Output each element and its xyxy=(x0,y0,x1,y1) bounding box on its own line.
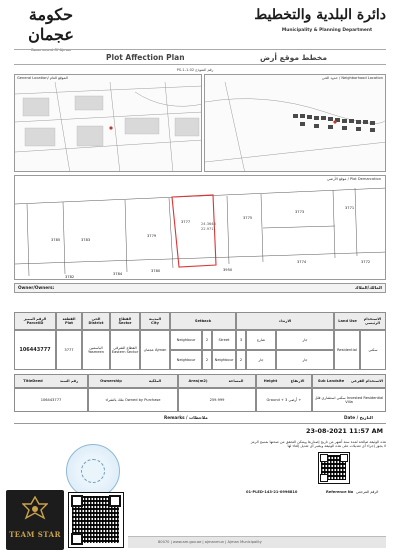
cell-sublandsite: سكني استثماري فلل Invested Residential Villa xyxy=(312,388,386,412)
header-landuse xyxy=(334,312,386,330)
plot-label-3785: 3785 xyxy=(51,238,61,242)
header-plot xyxy=(56,312,82,330)
government-logo-arabic: حكومة عجمان xyxy=(28,5,74,44)
header-setback-ar xyxy=(236,312,334,330)
header-sector-en: Sector xyxy=(118,321,132,325)
setback-r2-ar2: جار xyxy=(276,350,334,370)
cell-landuse-ar: سكني xyxy=(360,330,386,370)
header-district-ar: الحي xyxy=(91,316,101,321)
setback-r2-neighbor: Neighbour xyxy=(170,350,202,370)
title-arabic: مخطط موقع أرض xyxy=(260,53,327,62)
header-area xyxy=(178,374,256,388)
setback-r2-neighbor-val: 2 xyxy=(202,350,212,370)
header-setback-en: Setback xyxy=(194,318,212,323)
setback-r1-neighbor: Neighbour xyxy=(170,330,202,350)
header-sublandsite xyxy=(312,374,386,388)
plot-label-3777: 3777 xyxy=(181,220,191,224)
cell-height: Ground + 3 أرضي + xyxy=(256,388,312,412)
setback-r1-ar1: شارع xyxy=(246,330,276,350)
header-height xyxy=(256,374,312,388)
government-logo-english: Government Of Ajman xyxy=(30,48,72,52)
plot-label-3782: 3784 xyxy=(113,272,123,276)
header-city xyxy=(140,312,170,330)
municipality-logo xyxy=(254,5,386,41)
header-sublandsite-en: Sub Landsite xyxy=(317,378,345,383)
verification-qr-code[interactable] xyxy=(318,452,350,484)
header-ownership xyxy=(88,374,178,388)
general-location-map xyxy=(14,74,202,172)
header-ownership-ar: الملكية xyxy=(148,378,162,383)
header-district-en: District xyxy=(88,321,104,325)
header-landuse-en: Land Use xyxy=(338,318,357,323)
secondary-qr-code[interactable] xyxy=(68,492,124,548)
stamp-inner-ring xyxy=(81,459,105,483)
plot-label-3950: 3950 xyxy=(223,268,233,272)
plot-table xyxy=(14,312,386,370)
header-city-ar: المدينة xyxy=(148,316,162,321)
owner-label-ar: المالك/الملاك xyxy=(354,285,382,290)
cell-landuse-en: Residential xyxy=(334,330,360,370)
qr-finder-tr xyxy=(340,454,348,462)
reference-label-en: Reference No xyxy=(326,490,354,494)
setback-r2-street-val: 2 xyxy=(236,350,246,370)
cell-district: الياسمين Yasmeen xyxy=(82,330,110,370)
cell-ownership: ملك بالشراء Owned by Purchase xyxy=(88,388,178,412)
header-parcelid xyxy=(14,312,56,330)
plot-code: رقم النموذج PS-1-1-02 xyxy=(176,68,214,72)
header-plot-ar: القطعة xyxy=(62,316,76,321)
header-setback-ar-text: الارتداد xyxy=(278,318,292,323)
header-height-ar: الارتفاع xyxy=(290,378,305,383)
plot-demarcation-label: Plot Demarcation / موقع الأرضي xyxy=(327,177,381,181)
footer-contact: 80070 | www.am.gov.ae | ajmanmun | Ajman Municipality xyxy=(158,540,262,544)
reference-line xyxy=(150,490,386,498)
plot-label-3775: 3775 xyxy=(243,216,253,220)
team-star-watermark xyxy=(6,490,64,550)
header-titledeed xyxy=(14,374,88,388)
dimension-2: 22.9711 xyxy=(201,227,216,231)
owner-row xyxy=(14,283,386,293)
plot-demarcation-map xyxy=(14,175,386,280)
header-parcelid-ar: الرقم المميز xyxy=(23,316,47,321)
cell-plot: 3777 xyxy=(56,330,82,370)
header-area-ar: المساحة xyxy=(228,378,244,383)
neighborhood-location-drawing xyxy=(205,82,386,172)
header-titledeed-ar: رقم السند xyxy=(59,378,79,383)
header-landuse-ar: الاستخدام الرئيسي xyxy=(363,316,382,325)
qr-large-finder-bl xyxy=(71,533,83,545)
remarks-divider xyxy=(14,423,386,424)
municipality-logo-english: Municipality & Planning Department xyxy=(281,28,373,33)
general-location-drawing xyxy=(15,82,202,172)
title-bar xyxy=(14,49,386,65)
qr-finder-tl xyxy=(320,454,328,462)
qr-large-finder-tl xyxy=(71,495,83,507)
footer-bar xyxy=(128,536,386,548)
header-sublandsite-ar: الاستخدام الفرعي xyxy=(350,378,384,383)
plot-label-3784: 3782 xyxy=(65,275,75,279)
header-setback xyxy=(170,312,236,330)
cell-parcelid: 106443777 xyxy=(14,330,56,370)
plot-label-3780: 3780 xyxy=(151,269,161,273)
note-1: هذه الوثيقة صالحة لمدة ستة أشهر من تاريخ إصدارها ويمكن التحقق من صحتها بمسح الرمز xyxy=(250,440,386,444)
remarks-section xyxy=(14,415,386,439)
cell-area: 259.999 xyxy=(178,388,256,412)
star-icon xyxy=(22,496,48,526)
header-area-en: Area(m2) xyxy=(188,378,208,383)
government-logo xyxy=(16,5,86,52)
header-sector-ar: القطاع xyxy=(118,316,132,321)
qr-large-finder-tr xyxy=(109,495,121,507)
header-district xyxy=(82,312,110,330)
note-2: لا يجوز إجراء أي تعديلات على هذه الوثيقة ويعتبر أي تعديل إلغاء لها xyxy=(287,444,386,449)
date-value: 23-08-2021 11:57 AM xyxy=(306,427,383,435)
setback-r1-street-val: 3 xyxy=(236,330,246,350)
team-star-text: TEAM STAR xyxy=(9,530,61,539)
official-stamp xyxy=(66,444,120,498)
municipality-logo-arabic: دائرة البلدية والتخطيط xyxy=(254,7,386,23)
header-sector xyxy=(110,312,140,330)
setback-r1-street: Street xyxy=(212,330,236,350)
title-english: Plot Affection Plan xyxy=(106,53,185,62)
dimension-1: 24.3648 xyxy=(201,222,216,226)
plot-label-3779: 3779 xyxy=(147,234,157,238)
plot-label-3771: 3771 xyxy=(345,206,355,210)
header-height-en: Height xyxy=(263,378,278,383)
header-plot-en: Plot xyxy=(64,321,74,325)
neighborhood-location-label: Neighborhood Location / حدود الحي xyxy=(321,76,383,80)
remarks-label: Remarks / ملاحظات xyxy=(164,415,208,420)
neighborhood-location-map xyxy=(204,74,386,172)
reference-label-ar: الرقم المرجعي xyxy=(356,490,379,494)
notes-arabic xyxy=(150,440,386,448)
plot-label-3783: 3783 xyxy=(81,238,91,242)
header-titledeed-en: TitleDeed xyxy=(23,378,43,383)
plot-label-3774: 3774 xyxy=(297,260,307,264)
cell-city: عجمان Ajman xyxy=(140,330,170,370)
title-deed-table xyxy=(14,374,386,412)
date-label: Date / التاريخ xyxy=(344,415,373,420)
setback-r2-street: Neighbour xyxy=(212,350,236,370)
setback-r1-neighbor-val: 2 xyxy=(202,330,212,350)
reference-number: 01-PLED-143-21-0996810 xyxy=(246,490,298,494)
setback-r1-ar2: جار xyxy=(276,330,334,350)
cell-titledeed: 106443777 xyxy=(14,388,88,412)
plot-label-3773: 3773 xyxy=(295,210,305,214)
general-location-label: General Location/ الموقع العام xyxy=(17,76,68,80)
qr-finder-bl xyxy=(320,474,328,482)
header-city-en: City xyxy=(151,321,159,325)
owner-label-en: Owner/Owners: xyxy=(18,285,55,290)
header-parcelid-en: ParcelID xyxy=(26,321,44,325)
plot-label-3772: 3772 xyxy=(361,260,371,264)
cell-sector: القطاع الشرقي Eastern Sector xyxy=(110,330,140,370)
setback-r2-ar1: جار xyxy=(246,350,276,370)
header-ownership-en: Ownership xyxy=(100,378,122,383)
